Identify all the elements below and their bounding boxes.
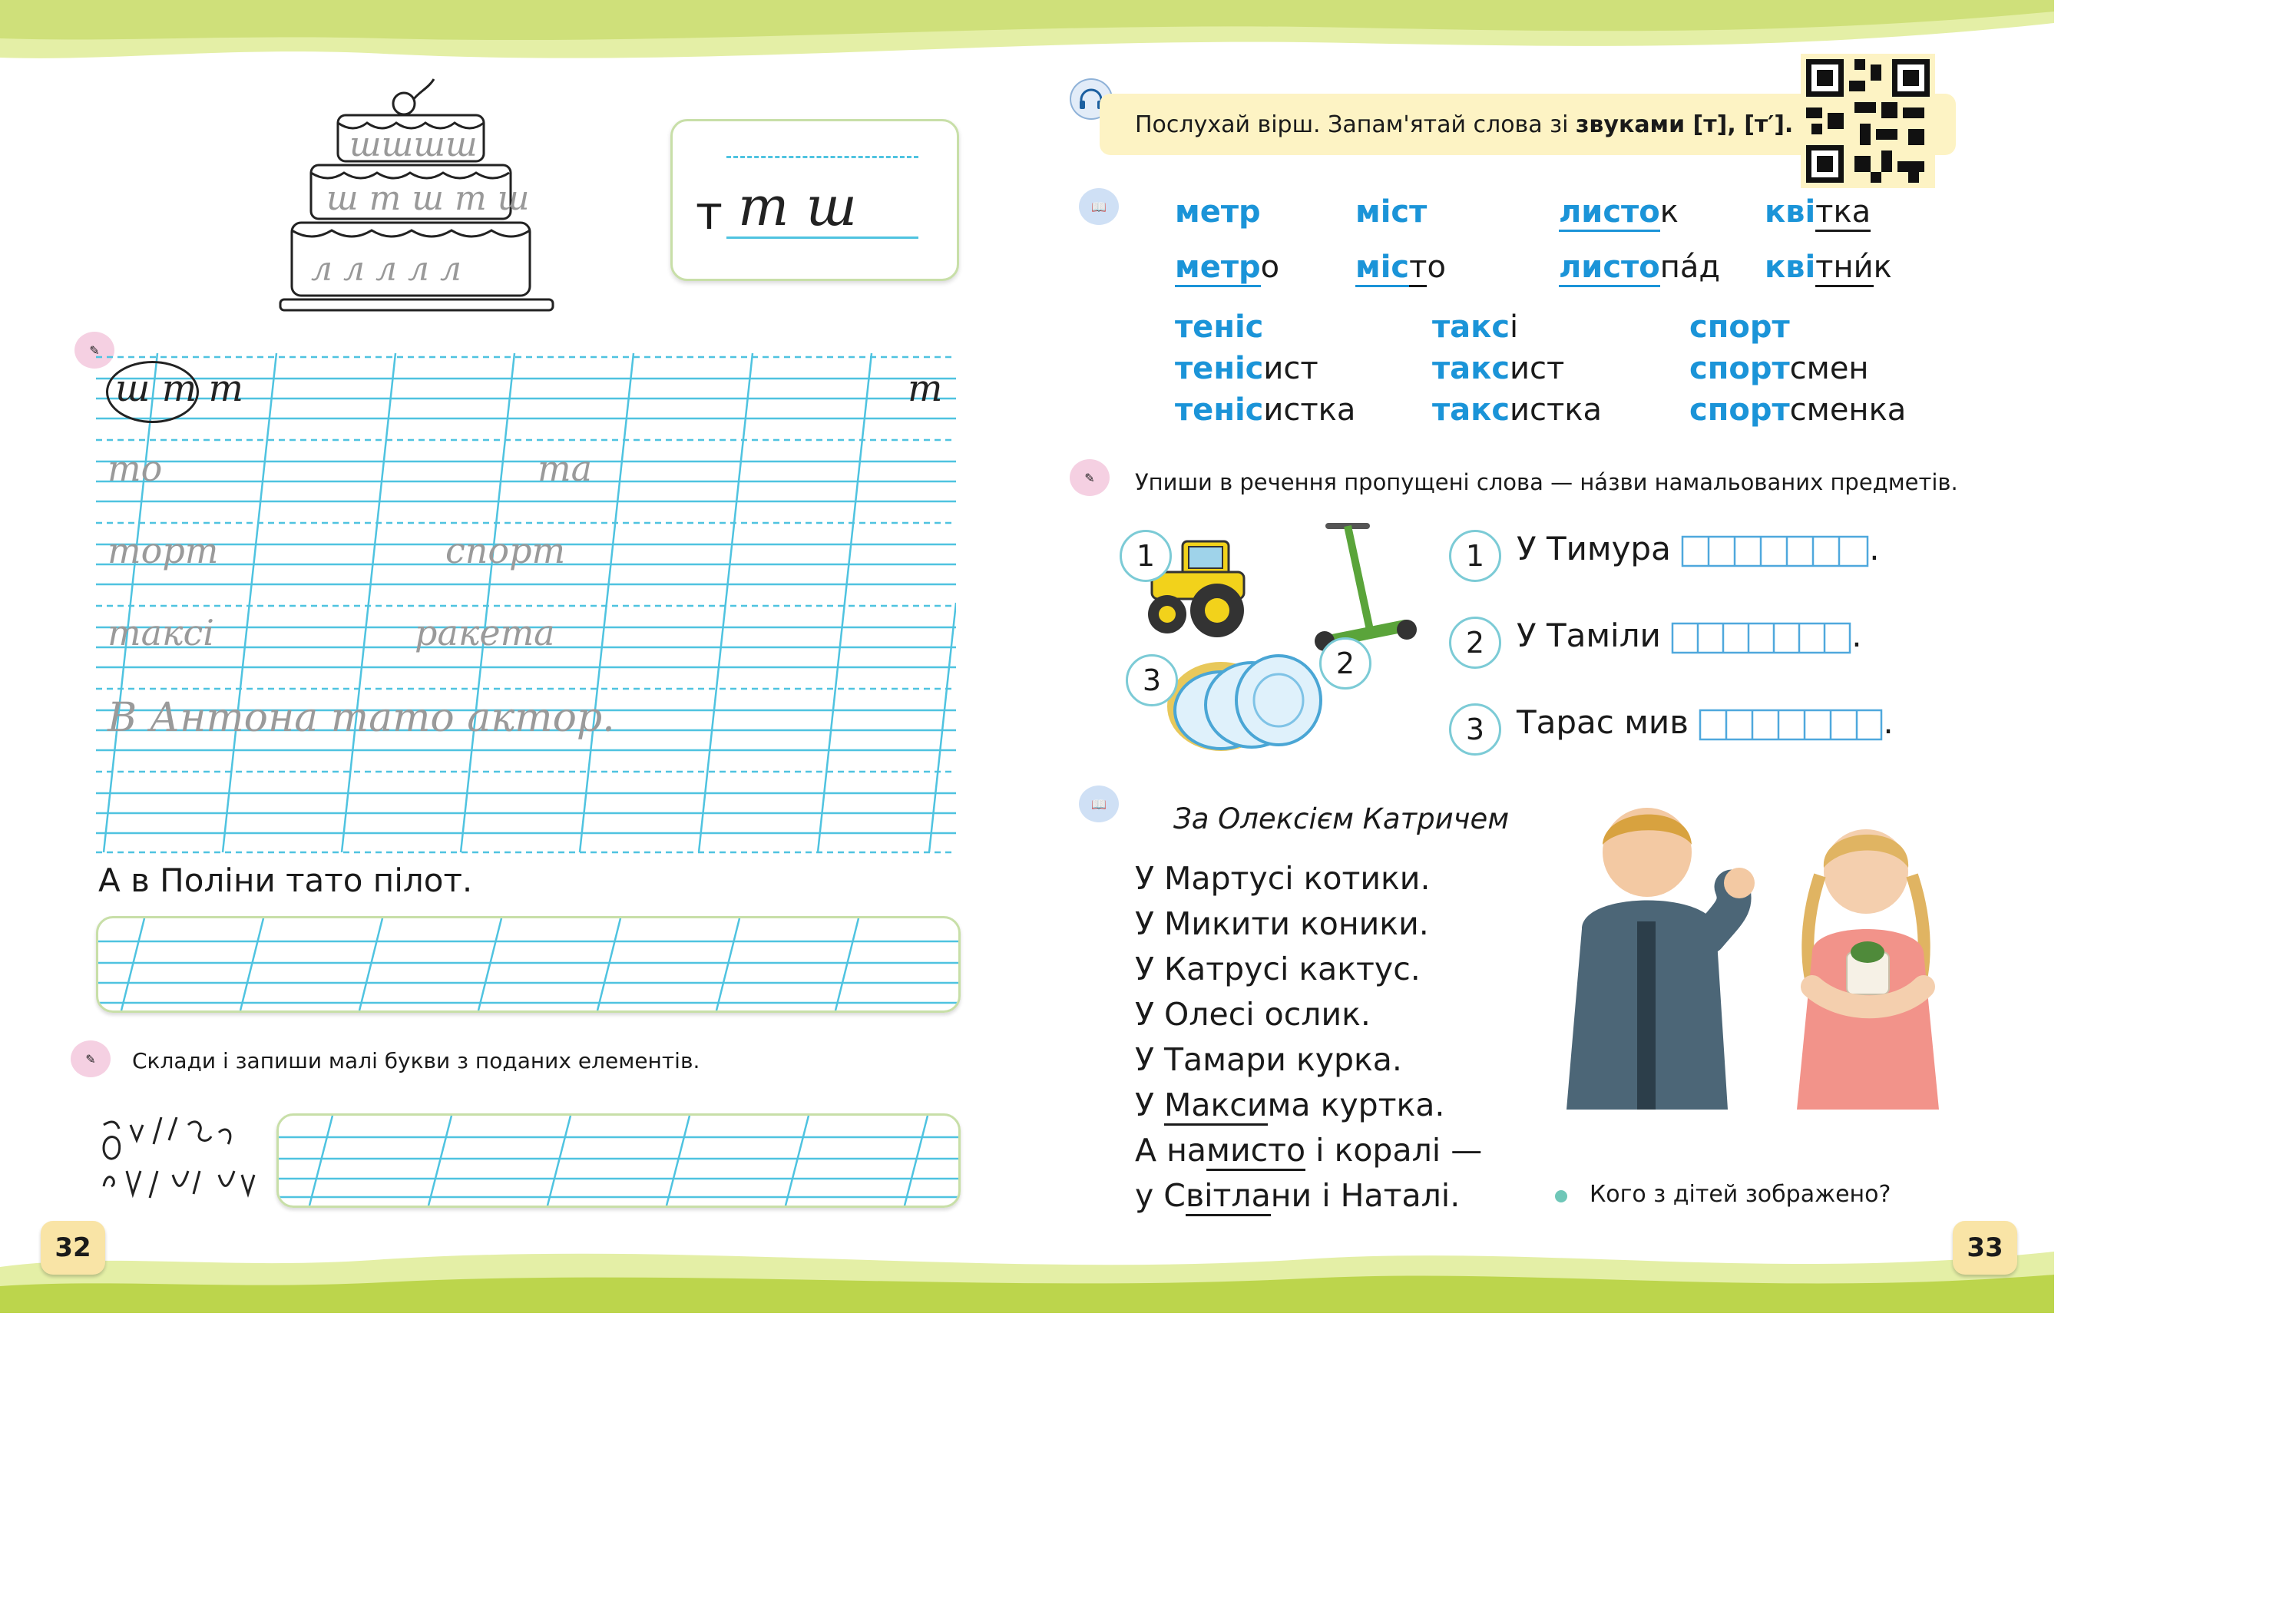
book-icon: 📖 xyxy=(1079,786,1119,822)
poem-line: У Мартусі котики. xyxy=(1135,860,1431,897)
bottom-wave-decoration xyxy=(0,1236,2054,1313)
pair-4-base: квітка xyxy=(1765,194,1871,230)
poem-line: У Олесі ослик. xyxy=(1135,996,1371,1033)
copy-row-3a: торт xyxy=(108,530,219,571)
poem-line: А намисто і коралі — xyxy=(1135,1128,1482,1173)
listen-instruction-bold: звуками [т], [т′]. xyxy=(1575,111,1794,138)
listen-instruction-prefix: Послухай вірш. Запам'ятай слова зі xyxy=(1135,111,1569,138)
copy-row-4a: таксі xyxy=(108,612,214,653)
poem xyxy=(1135,856,1482,1219)
family-3-second: спортсмен xyxy=(1689,351,1869,386)
pair-1-base: метр xyxy=(1175,194,1261,230)
letter-elements xyxy=(96,1117,257,1202)
fill-number-2: 2 xyxy=(1449,617,1501,669)
svg-text:л л л л л: л л л л л xyxy=(311,250,462,289)
family-3-root: спорт xyxy=(1689,309,1790,345)
children-photo xyxy=(1551,799,1954,1110)
poem-line: У Максима куртка. xyxy=(1135,1083,1482,1128)
family-2-third: таксистка xyxy=(1432,392,1603,428)
pair-4-derived: квітни́к xyxy=(1765,250,1892,285)
picture-label-2: 2 xyxy=(1319,637,1371,690)
copy-row-1: ш т т xyxy=(115,367,244,410)
box-guideline xyxy=(726,156,918,158)
page-number-right: 33 xyxy=(1953,1221,2017,1275)
fill-sentence-2: У Таміли . xyxy=(1517,617,1862,654)
fill-number-3: 3 xyxy=(1449,703,1501,756)
question-text: Кого з дітей зображено? xyxy=(1590,1181,1891,1208)
writing-box-lines xyxy=(279,1116,958,1206)
copy-row-2a: то xyxy=(108,448,163,489)
cursive-letter: т ш xyxy=(738,175,857,238)
top-wave-decoration xyxy=(0,0,2054,69)
compose-task-text: Склади і запиши малі букви з поданих елементів. xyxy=(132,1048,700,1073)
picture-label-1: 1 xyxy=(1120,530,1172,582)
copy-row-5: В Антона тато актор. xyxy=(108,695,615,741)
pair-2-base: міст xyxy=(1355,194,1428,230)
family-1-second: тенісист xyxy=(1175,351,1318,386)
svg-text:ш т ш т ш: ш т ш т ш xyxy=(326,179,530,218)
poem-line: У Тамари курка. xyxy=(1135,1041,1402,1078)
family-2-second: таксист xyxy=(1432,351,1565,386)
family-1-third: тенісистка xyxy=(1175,392,1356,428)
poem-line: у Світлани і Наталі. xyxy=(1135,1173,1482,1219)
pen-task-icon: ✎ xyxy=(1070,459,1110,496)
svg-text:шшшш: шшшш xyxy=(349,125,478,164)
answer-boxes-3[interactable] xyxy=(1699,709,1883,741)
fill-sentence-3: Тарас мив . xyxy=(1517,703,1894,741)
fill-number-1: 1 xyxy=(1449,530,1501,582)
pair-3-derived: листопа́д xyxy=(1559,250,1720,285)
poem-author: За Олексієм Катричем xyxy=(1173,802,1510,835)
writing-box-sentence[interactable] xyxy=(96,916,961,1013)
copybook-lines xyxy=(96,349,956,856)
family-3-third: спортсменка xyxy=(1689,392,1907,428)
scooter-picture xyxy=(1305,518,1421,664)
book-icon: 📖 xyxy=(1079,188,1119,225)
printed-sentence: А в Поліни тато пілот. xyxy=(98,862,473,899)
pair-1-derived: метро xyxy=(1175,250,1279,285)
pen-task-icon: ✎ xyxy=(71,1040,111,1077)
copy-row-1-end: т xyxy=(908,367,943,410)
question-bullet xyxy=(1555,1190,1567,1202)
listen-instruction xyxy=(1135,111,1793,138)
plates-picture xyxy=(1163,645,1325,756)
family-1-root: теніс xyxy=(1175,309,1264,345)
copy-row-4b: ракета xyxy=(415,612,555,653)
answer-boxes-1[interactable] xyxy=(1681,535,1869,567)
letter-sample-box xyxy=(670,119,959,281)
print-letter: т xyxy=(696,187,723,240)
pair-3-base: листок xyxy=(1559,194,1679,230)
copy-row-3b: спорт xyxy=(445,530,566,571)
family-2-root: таксі xyxy=(1432,309,1519,345)
page-number-left: 32 xyxy=(41,1221,105,1275)
copy-row-2b: та xyxy=(538,448,593,489)
fill-sentence-1: У Тимура . xyxy=(1517,530,1880,567)
picture-label-3: 3 xyxy=(1126,654,1178,706)
writing-box-lines xyxy=(98,918,958,1010)
poem-line: У Микити коники. xyxy=(1135,905,1429,942)
pair-2-derived: місто xyxy=(1355,250,1446,285)
cake-illustration xyxy=(276,73,561,319)
pen-task-icon: ✎ xyxy=(74,332,114,369)
fill-task-text: Упиши в речення пропущені слова — на́зви намальованих предметів. xyxy=(1135,469,1958,495)
writing-box-letters[interactable] xyxy=(276,1113,961,1208)
qr-code[interactable] xyxy=(1801,54,1935,188)
answer-boxes-2[interactable] xyxy=(1671,622,1851,654)
poem-line: У Катрусі кактус. xyxy=(1135,951,1421,987)
